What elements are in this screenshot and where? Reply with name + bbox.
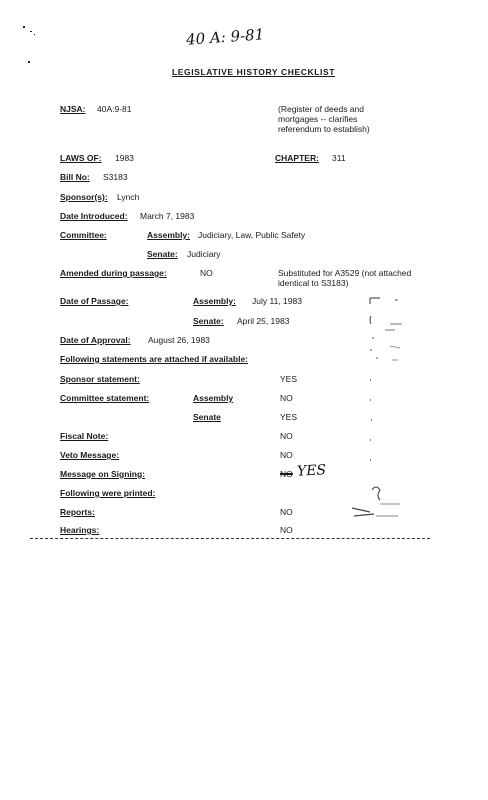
message-on-signing-handwritten-value: YES	[296, 462, 327, 480]
sponsor-statement-value: YES	[280, 374, 298, 384]
date-of-passage-label: Date of Passage:	[60, 296, 129, 306]
fiscal-note-value: NO	[280, 431, 293, 441]
committee-statement-assembly-value: NO	[280, 393, 293, 403]
scan-speck	[28, 61, 30, 63]
amended-label: Amended during passage:	[60, 268, 167, 278]
handwritten-document-id: 40 A: 9-81	[185, 25, 265, 49]
passage-senate-label: Senate:	[193, 316, 224, 326]
committee-statement-assembly-label: Assembly	[193, 393, 234, 403]
veto-message-label: Veto Message:	[60, 450, 120, 460]
amended-value: NO	[200, 268, 213, 278]
bottom-dashed-rule	[30, 538, 430, 539]
committee-senate-label: Senate:	[147, 249, 178, 259]
committee-statement-senate-label: Senate	[193, 412, 221, 422]
fiscal-note-label: Fiscal Note:	[60, 431, 109, 441]
page-title: LEGISLATIVE HISTORY CHECKLIST	[172, 67, 336, 77]
bill-no-value: S3183	[103, 172, 128, 182]
following-printed-heading: Following were printed:	[60, 488, 156, 498]
njsa-value: 40A:9-81	[97, 104, 132, 114]
message-on-signing-struck-value: NO	[280, 469, 293, 479]
following-attached-heading: Following statements are attached if available:	[60, 354, 248, 364]
committee-assembly-label: Assembly:	[147, 230, 190, 240]
sponsors-label: Sponsor(s):	[60, 192, 108, 202]
committee-label: Committee:	[60, 230, 107, 240]
njsa-note: (Register of deeds and mortgages -- clarifies referendum to establish)	[278, 104, 370, 134]
chapter-label: CHAPTER:	[275, 153, 319, 163]
laws-of-label: LAWS OF:	[60, 153, 102, 163]
message-on-signing-label: Message on Signing:	[60, 469, 146, 479]
reports-value: NO	[280, 507, 293, 517]
passage-assembly-value: July 11, 1983	[252, 296, 302, 306]
passage-senate-value: April 25, 1983	[237, 316, 290, 326]
reports-label: Reports:	[60, 507, 95, 517]
bill-no-label: Bill No:	[60, 172, 90, 182]
hearings-value: NO	[280, 525, 293, 535]
committee-statement-label: Committee statement:	[60, 393, 150, 403]
committee-assembly-value: Judiciary, Law, Public Safety	[198, 230, 306, 240]
veto-message-value: NO	[280, 450, 293, 460]
passage-assembly-label: Assembly:	[193, 296, 236, 306]
hearings-label: Hearings:	[60, 525, 100, 535]
scan-speck	[23, 26, 25, 28]
amended-note: Substituted for A3529 (not attached identical to S3183)	[278, 268, 412, 288]
committee-statement-senate-value: YES	[280, 412, 298, 422]
scan-speck	[34, 34, 35, 35]
njsa-label: NJSA:	[60, 104, 86, 114]
scan-speck	[30, 31, 32, 32]
margin-scan-marks	[340, 290, 420, 530]
sponsors-value: Lynch	[117, 192, 140, 202]
date-introduced-label: Date Introduced:	[60, 211, 128, 221]
chapter-value: 311	[332, 153, 346, 163]
committee-senate-value: Judiciary	[187, 249, 221, 259]
date-introduced-value: March 7, 1983	[140, 211, 195, 221]
sponsor-statement-label: Sponsor statement:	[60, 374, 140, 384]
date-of-approval-value: August 26, 1983	[148, 335, 210, 345]
date-of-approval-label: Date of Approval:	[60, 335, 131, 345]
laws-of-value: 1983	[115, 153, 134, 163]
